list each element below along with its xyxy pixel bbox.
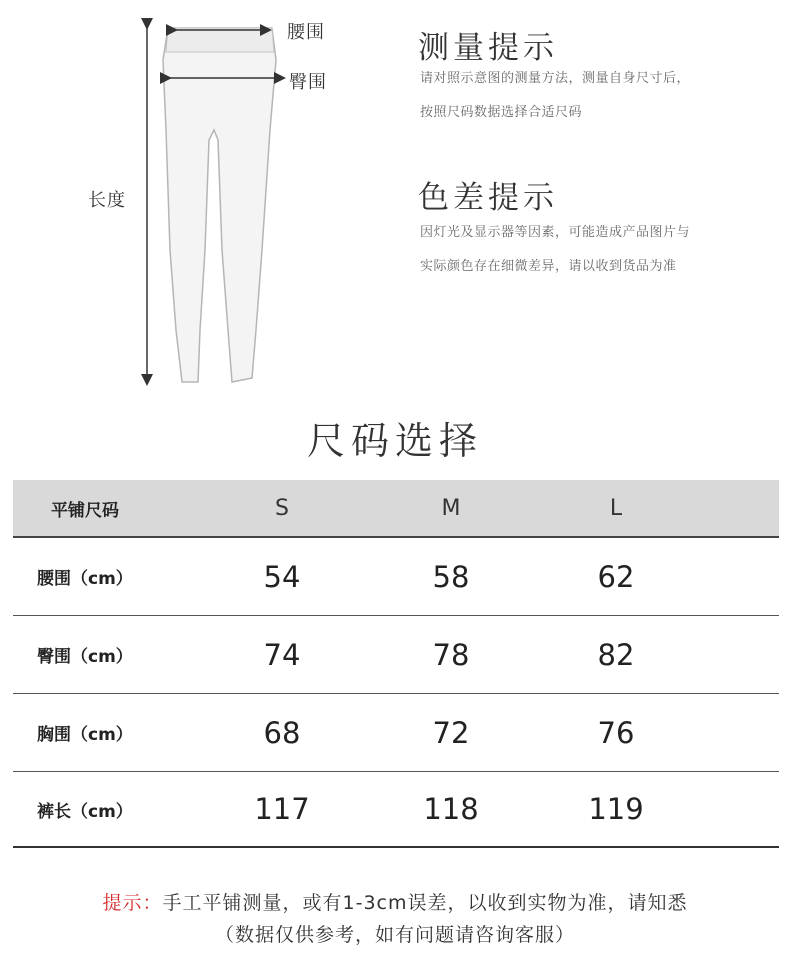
measure-tip-title: 测量提示: [418, 30, 558, 66]
table-row: [13, 538, 779, 616]
row-label: 臀围（cm）: [37, 647, 133, 667]
cell-s: 74: [263, 637, 301, 672]
header-label: 平铺尺码: [51, 500, 119, 521]
header-size-l: L: [609, 495, 623, 521]
cell-l: 82: [597, 637, 635, 672]
color-tip-text: [420, 216, 760, 284]
length-label: 长度: [88, 190, 126, 211]
cell-l: 62: [597, 559, 635, 594]
cell-m: 58: [432, 559, 470, 594]
footer-note-text: 手工平铺测量，或有1-3cm误差，以收到实物为准，请知悉: [162, 892, 688, 914]
cell-m: 72: [432, 715, 470, 750]
row-label: 裤长（cm）: [37, 801, 133, 822]
color-tip-title: 色差提示: [418, 180, 558, 216]
waist-label: 腰围: [287, 22, 325, 43]
leggings-shape: [163, 28, 276, 382]
footer-note-prefix: 提示：: [102, 892, 163, 914]
cell-s: 54: [263, 559, 301, 594]
header-size-s: S: [275, 495, 289, 521]
table-row: [13, 616, 779, 694]
measure-tip-line2: 按照尺码数据选择合适尺码: [420, 105, 583, 120]
size-table-header: [13, 480, 779, 538]
footer-note: [0, 888, 790, 915]
measure-tip-text: [420, 62, 760, 130]
size-table: [13, 480, 779, 848]
table-row: [13, 772, 779, 848]
hip-label: 臀围: [289, 72, 327, 93]
cell-m: 78: [432, 637, 470, 672]
table-row: [13, 694, 779, 772]
size-section-title: 尺码选择: [306, 419, 483, 463]
color-tip-line2: 实际颜色存在细微差异，请以收到货品为准: [420, 259, 677, 274]
row-label: 胸围（cm）: [37, 725, 133, 745]
leggings-diagram: [0, 0, 400, 400]
cell-m: 118: [423, 792, 479, 826]
measure-tip-line1: 请对照示意图的测量方法，测量自身尺寸后，: [420, 71, 691, 86]
color-tip-line1: 因灯光及显示器等因素，可能造成产品图片与: [420, 225, 691, 240]
cell-s: 68: [263, 715, 301, 750]
leggings-illustration: [0, 0, 400, 400]
header-size-m: M: [441, 495, 461, 521]
cell-l: 76: [597, 715, 635, 750]
cell-s: 117: [254, 792, 310, 826]
footer-note-line2: （数据仅供参考，如有问题请咨询客服）: [214, 924, 575, 946]
cell-l: 119: [588, 792, 644, 826]
row-label: 腰围（cm）: [37, 569, 133, 589]
